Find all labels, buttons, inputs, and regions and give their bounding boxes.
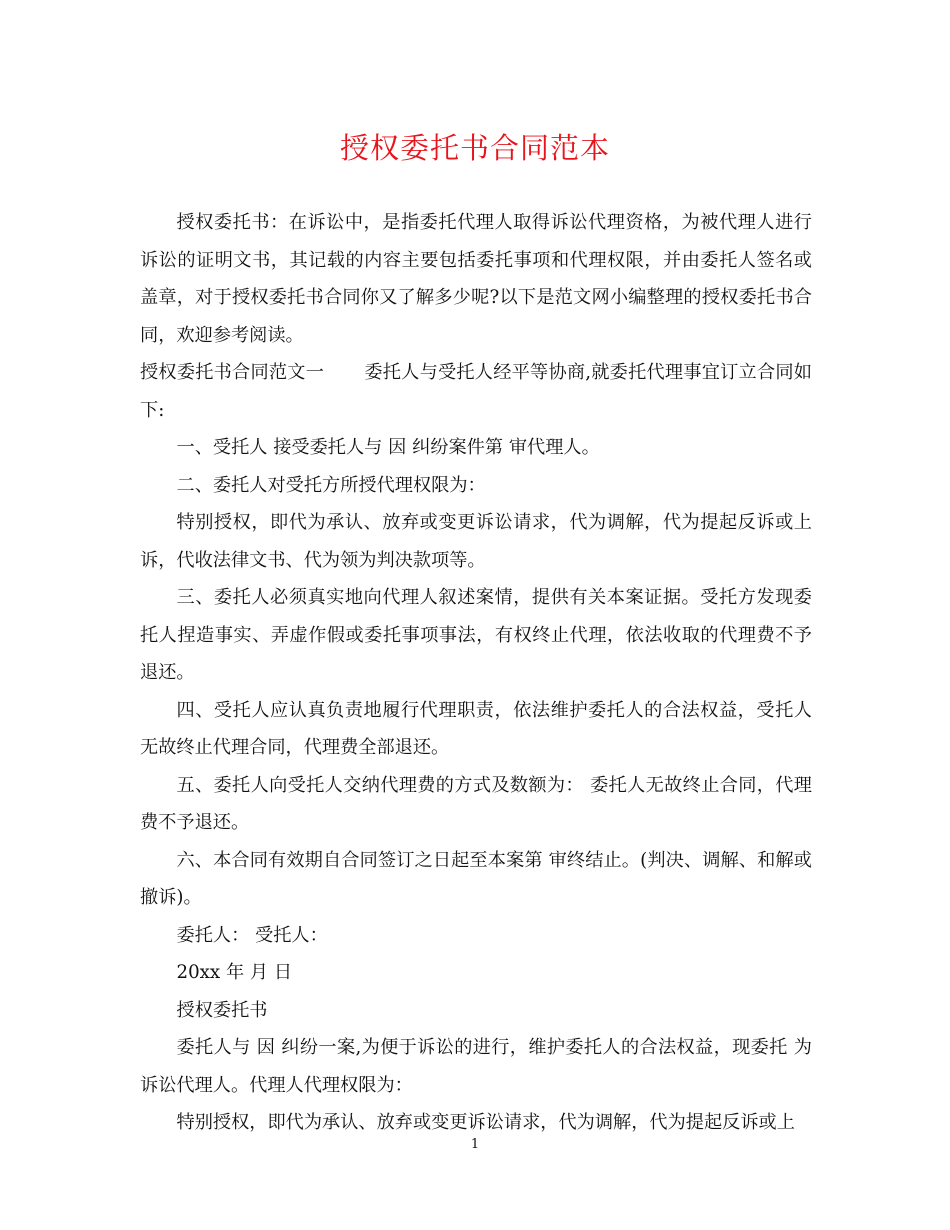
clause-5: 五、委托人向受托人交纳代理费的方式及数额为： 委托人无故终止合同，代理费不予退还。 xyxy=(140,774,812,833)
sample-heading-text: 委托人与受托人经平等协商,就委托代理事宜订立合同如下: xyxy=(140,362,812,421)
document-body xyxy=(140,204,812,1142)
clause-3: 三、委托人必须真实地向代理人叙述案情，提供有关本案证据。受托方发现委托人捏造事实、弄虚作假或委托事项事法，有权终止代理，依法收取的代理费不予退还。 xyxy=(140,587,812,683)
intro-paragraph: 授权委托书：在诉讼中，是指委托代理人取得诉讼代理资格，为被代理人进行诉讼的证明文书，其记载的内容主要包括委托事项和代理权限，并由委托人签名或盖章，对于授权委托书合同你又了解多少呢?以下是范文网小编整理的授权委托书合同，欢迎参考阅读。 xyxy=(140,212,812,346)
clause-4: 四、受托人应认真负责地履行代理职责，依法维护委托人的合法权益，受托人无故终止代理合同，代理费全部退还。 xyxy=(140,699,812,758)
special-authorization-paragraph-2: 特别授权，即代为承认、放弃或变更诉讼请求，代为调解，代为提起反诉或上 xyxy=(176,1112,795,1133)
date-line: 20xx 年 月 日 xyxy=(176,962,293,983)
section-heading: 授权委托书 xyxy=(176,999,268,1021)
page-number: 1 xyxy=(470,1137,480,1152)
clause-6: 六、本合同有效期自合同签订之日起至本案第 审终结止。(判决、调解、和解或撤诉)。 xyxy=(140,849,812,908)
sample-heading-paragraph xyxy=(140,354,812,429)
sample-heading-label: 授权委托书合同范文一 xyxy=(140,362,325,383)
signature-line: 委托人： 受托人： xyxy=(176,924,328,946)
clause-1: 一、受托人 接受委托人与 因 纠纷案件第 审代理人。 xyxy=(176,437,600,458)
clause-2: 二、委托人对受托方所授代理权限为： xyxy=(176,474,486,496)
special-authorization-paragraph: 特别授权，即代为承认、放弃或变更诉讼请求，代为调解，代为提起反诉或上诉，代收法律文书、代为领为判决款项等。 xyxy=(140,512,812,571)
delegation-paragraph: 委托人与 因 纠纷一案,为便于诉讼的进行，维护委托人的合法权益，现委托 为诉讼代理人。代理人代理权限为： xyxy=(140,1037,812,1096)
document-title: 授权委托书合同范本 xyxy=(339,131,610,165)
